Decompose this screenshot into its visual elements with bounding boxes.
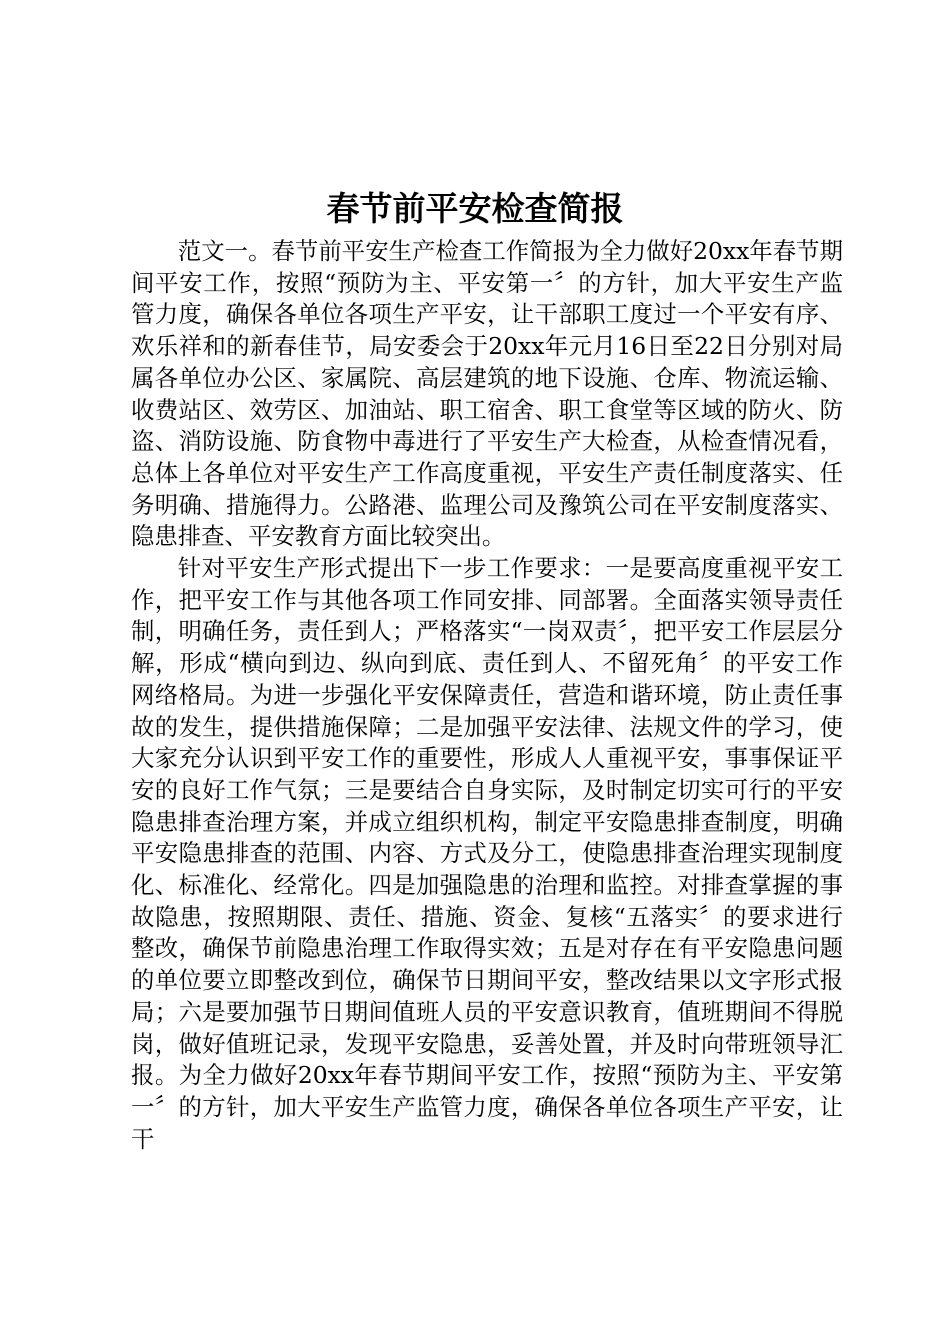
paragraph-1: 范文一。春节前平安生产检查工作简报为全力做好20xx年春节期间平安工作，按照“预防为主、平安第一〞的方针，加大平安生产监管力度，确保各单位各项生产平安，让干部职工度过一个平安有序、欢乐祥和的新春佳节，局安委会于20xx年元月16日至22日分别对局属各单位办公区、家属院、高层建筑的地下设施、仓库、物流运输、收费站区、效劳区、加油站、职工宿舍、职工食堂等区域的防火、防盗、消防设施、防食物中毒进行了平安生产大检查，从检查情况看，总体上各单位对平安生产工作高度重视，平安生产责任制度落实、任务明确、措施得力。公路港、监理公司及豫筑公司在平安制度落实、隐患排查、平安教育方面比较突出。	[131, 237, 843, 551]
document-title: 春节前平安检查简报	[326, 189, 624, 228]
document-body	[131, 236, 843, 1155]
paragraph-2: 针对平安生产形式提出下一步工作要求：一是要高度重视平安工作，把平安工作与其他各项工作同安排、同部署。全面落实领导责任制，明确任务，责任到人；严格落实“一岗双责〞，把平安工作层层分解，形成“横向到边、纵向到底、责任到人、不留死角〞的平安工作网络格局。为进一步强化平安保障责任，营造和谐环境，防止责任事故的发生，提供措施保障；二是加强平安法律、法规文件的学习，使大家充分认识到平安工作的重要性，形成人人重视平安，事事保证平安的良好工作气氛；三是要结合自身实际，及时制定切实可行的平安隐患排查治理方案，并成立组织机构，制定平安隐患排查制度，明确平安隐患排查的范围、内容、方式及分工，使隐患排查治理实现制度化、标准化、经常化。四是加强隐患的治理和监控。对排查掌握的事故隐患，按照期限、责任、措施、资金、复核“五落实〞的要求进行整改，确保节前隐患治理工作取得实效；五是对存在有平安隐患问题的单位要立即整改到位，确保节日期间平安，整改结果以文字形式报局；六是要加强节日期间值班人员的平安意识教育，值班期间不得脱岗，做好值班记录，发现平安隐患，妥善处置，并及时向带班领导汇报。为全力做好20xx年春节期间平安工作，按照“预防为主、平安第一〞的方针，加大平安生产监管力度，确保各单位各项生产平安，让干	[131, 554, 843, 1153]
